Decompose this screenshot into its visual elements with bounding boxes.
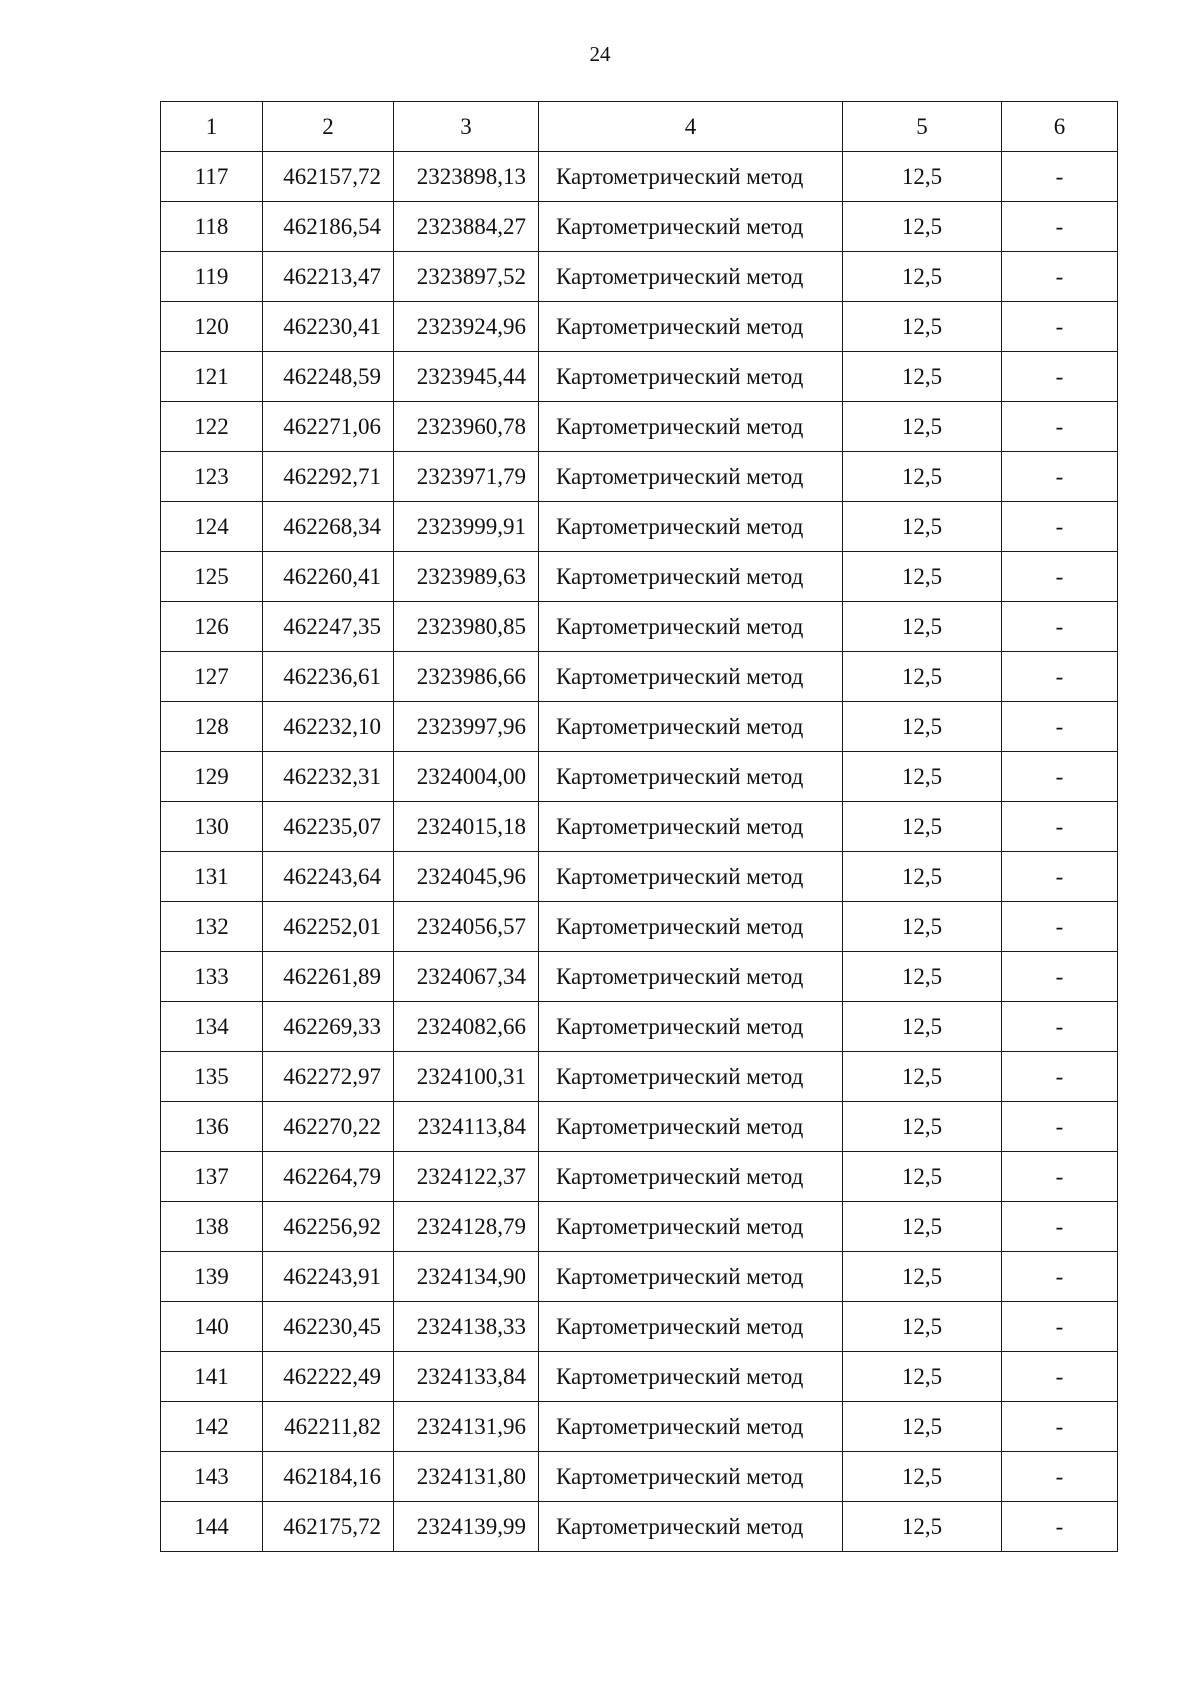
y-coordinate-cell: 2324067,34 xyxy=(394,952,539,1002)
header-cell-5: 5 xyxy=(843,102,1002,152)
accuracy-cell: 12,5 xyxy=(843,1402,1002,1452)
table-row xyxy=(161,552,1118,602)
x-coordinate-cell: 462213,47 xyxy=(263,252,394,302)
header-row xyxy=(161,102,1118,152)
note-cell: - xyxy=(1002,1402,1118,1452)
accuracy-cell: 12,5 xyxy=(843,902,1002,952)
y-coordinate-cell: 2324131,96 xyxy=(394,1402,539,1452)
y-coordinate-cell: 2324056,57 xyxy=(394,902,539,952)
table-row xyxy=(161,302,1118,352)
point-number-cell: 127 xyxy=(161,652,263,702)
table-row xyxy=(161,852,1118,902)
point-number-cell: 138 xyxy=(161,1202,263,1252)
note-cell: - xyxy=(1002,1252,1118,1302)
accuracy-cell: 12,5 xyxy=(843,702,1002,752)
x-coordinate-cell: 462256,92 xyxy=(263,1202,394,1252)
point-number-cell: 131 xyxy=(161,852,263,902)
method-cell: Картометрический метод xyxy=(539,152,843,202)
method-cell: Картометрический метод xyxy=(539,1352,843,1402)
method-cell: Картометрический метод xyxy=(539,1252,843,1302)
method-cell: Картометрический метод xyxy=(539,402,843,452)
table-row xyxy=(161,652,1118,702)
accuracy-cell: 12,5 xyxy=(843,452,1002,502)
y-coordinate-cell: 2323884,27 xyxy=(394,202,539,252)
method-cell: Картометрический метод xyxy=(539,1152,843,1202)
method-cell: Картометрический метод xyxy=(539,452,843,502)
method-cell: Картометрический метод xyxy=(539,802,843,852)
accuracy-cell: 12,5 xyxy=(843,302,1002,352)
accuracy-cell: 12,5 xyxy=(843,652,1002,702)
table-row xyxy=(161,1002,1118,1052)
table-row xyxy=(161,1052,1118,1102)
note-cell: - xyxy=(1002,602,1118,652)
table-row xyxy=(161,902,1118,952)
method-cell: Картометрический метод xyxy=(539,852,843,902)
coordinates-table xyxy=(160,101,1118,1552)
method-cell: Картометрический метод xyxy=(539,602,843,652)
table-row xyxy=(161,452,1118,502)
method-cell: Картометрический метод xyxy=(539,902,843,952)
x-coordinate-cell: 462270,22 xyxy=(263,1102,394,1152)
point-number-cell: 135 xyxy=(161,1052,263,1102)
table-row xyxy=(161,1402,1118,1452)
x-coordinate-cell: 462248,59 xyxy=(263,352,394,402)
y-coordinate-cell: 2323999,91 xyxy=(394,502,539,552)
note-cell: - xyxy=(1002,402,1118,452)
x-coordinate-cell: 462232,10 xyxy=(263,702,394,752)
accuracy-cell: 12,5 xyxy=(843,1102,1002,1152)
accuracy-cell: 12,5 xyxy=(843,1252,1002,1302)
point-number-cell: 141 xyxy=(161,1352,263,1402)
method-cell: Картометрический метод xyxy=(539,702,843,752)
x-coordinate-cell: 462184,16 xyxy=(263,1452,394,1502)
table-row xyxy=(161,802,1118,852)
method-cell: Картометрический метод xyxy=(539,1102,843,1152)
y-coordinate-cell: 2324133,84 xyxy=(394,1352,539,1402)
page-number: 24 xyxy=(589,42,611,66)
y-coordinate-cell: 2324113,84 xyxy=(394,1102,539,1152)
accuracy-cell: 12,5 xyxy=(843,502,1002,552)
point-number-cell: 125 xyxy=(161,552,263,602)
note-cell: - xyxy=(1002,302,1118,352)
x-coordinate-cell: 462268,34 xyxy=(263,502,394,552)
y-coordinate-cell: 2323960,78 xyxy=(394,402,539,452)
note-cell: - xyxy=(1002,752,1118,802)
point-number-cell: 136 xyxy=(161,1102,263,1152)
accuracy-cell: 12,5 xyxy=(843,252,1002,302)
accuracy-cell: 12,5 xyxy=(843,1202,1002,1252)
y-coordinate-cell: 2324045,96 xyxy=(394,852,539,902)
y-coordinate-cell: 2324082,66 xyxy=(394,1002,539,1052)
x-coordinate-cell: 462243,91 xyxy=(263,1252,394,1302)
y-coordinate-cell: 2323897,52 xyxy=(394,252,539,302)
table-row xyxy=(161,1452,1118,1502)
point-number-cell: 128 xyxy=(161,702,263,752)
x-coordinate-cell: 462232,31 xyxy=(263,752,394,802)
note-cell: - xyxy=(1002,1502,1118,1552)
table-row xyxy=(161,352,1118,402)
note-cell: - xyxy=(1002,1152,1118,1202)
header-cell-2: 2 xyxy=(263,102,394,152)
note-cell: - xyxy=(1002,852,1118,902)
y-coordinate-cell: 2323986,66 xyxy=(394,652,539,702)
note-cell: - xyxy=(1002,352,1118,402)
accuracy-cell: 12,5 xyxy=(843,202,1002,252)
point-number-cell: 119 xyxy=(161,252,263,302)
x-coordinate-cell: 462186,54 xyxy=(263,202,394,252)
x-coordinate-cell: 462157,72 xyxy=(263,152,394,202)
method-cell: Картометрический метод xyxy=(539,1402,843,1452)
x-coordinate-cell: 462260,41 xyxy=(263,552,394,602)
accuracy-cell: 12,5 xyxy=(843,152,1002,202)
note-cell: - xyxy=(1002,1002,1118,1052)
note-cell: - xyxy=(1002,502,1118,552)
y-coordinate-cell: 2323898,13 xyxy=(394,152,539,202)
note-cell: - xyxy=(1002,1452,1118,1502)
point-number-cell: 132 xyxy=(161,902,263,952)
point-number-cell: 140 xyxy=(161,1302,263,1352)
accuracy-cell: 12,5 xyxy=(843,402,1002,452)
x-coordinate-cell: 462261,89 xyxy=(263,952,394,1002)
note-cell: - xyxy=(1002,152,1118,202)
note-cell: - xyxy=(1002,252,1118,302)
table-row xyxy=(161,1252,1118,1302)
table-row xyxy=(161,1352,1118,1402)
method-cell: Картометрический метод xyxy=(539,652,843,702)
method-cell: Картометрический метод xyxy=(539,1502,843,1552)
note-cell: - xyxy=(1002,452,1118,502)
point-number-cell: 142 xyxy=(161,1402,263,1452)
y-coordinate-cell: 2324004,00 xyxy=(394,752,539,802)
point-number-cell: 130 xyxy=(161,802,263,852)
x-coordinate-cell: 462247,35 xyxy=(263,602,394,652)
x-coordinate-cell: 462252,01 xyxy=(263,902,394,952)
y-coordinate-cell: 2324139,99 xyxy=(394,1502,539,1552)
point-number-cell: 118 xyxy=(161,202,263,252)
accuracy-cell: 12,5 xyxy=(843,1352,1002,1402)
accuracy-cell: 12,5 xyxy=(843,1302,1002,1352)
y-coordinate-cell: 2323924,96 xyxy=(394,302,539,352)
y-coordinate-cell: 2323989,63 xyxy=(394,552,539,602)
point-number-cell: 121 xyxy=(161,352,263,402)
accuracy-cell: 12,5 xyxy=(843,1152,1002,1202)
y-coordinate-cell: 2324131,80 xyxy=(394,1452,539,1502)
point-number-cell: 126 xyxy=(161,602,263,652)
method-cell: Картометрический метод xyxy=(539,952,843,1002)
table-row xyxy=(161,402,1118,452)
x-coordinate-cell: 462272,97 xyxy=(263,1052,394,1102)
table-row xyxy=(161,152,1118,202)
note-cell: - xyxy=(1002,552,1118,602)
method-cell: Картометрический метод xyxy=(539,302,843,352)
x-coordinate-cell: 462230,45 xyxy=(263,1302,394,1352)
x-coordinate-cell: 462230,41 xyxy=(263,302,394,352)
x-coordinate-cell: 462292,71 xyxy=(263,452,394,502)
table-row xyxy=(161,1502,1118,1552)
y-coordinate-cell: 2324122,37 xyxy=(394,1152,539,1202)
accuracy-cell: 12,5 xyxy=(843,552,1002,602)
accuracy-cell: 12,5 xyxy=(843,952,1002,1002)
y-coordinate-cell: 2323980,85 xyxy=(394,602,539,652)
point-number-cell: 139 xyxy=(161,1252,263,1302)
y-coordinate-cell: 2324134,90 xyxy=(394,1252,539,1302)
x-coordinate-cell: 462236,61 xyxy=(263,652,394,702)
point-number-cell: 122 xyxy=(161,402,263,452)
table-row xyxy=(161,1102,1118,1152)
y-coordinate-cell: 2324015,18 xyxy=(394,802,539,852)
header-cell-1: 1 xyxy=(161,102,263,152)
x-coordinate-cell: 462269,33 xyxy=(263,1002,394,1052)
accuracy-cell: 12,5 xyxy=(843,1502,1002,1552)
note-cell: - xyxy=(1002,652,1118,702)
point-number-cell: 143 xyxy=(161,1452,263,1502)
method-cell: Картометрический метод xyxy=(539,502,843,552)
note-cell: - xyxy=(1002,1202,1118,1252)
method-cell: Картометрический метод xyxy=(539,202,843,252)
table-row xyxy=(161,202,1118,252)
table-row xyxy=(161,602,1118,652)
method-cell: Картометрический метод xyxy=(539,1002,843,1052)
note-cell: - xyxy=(1002,902,1118,952)
point-number-cell: 120 xyxy=(161,302,263,352)
y-coordinate-cell: 2323945,44 xyxy=(394,352,539,402)
method-cell: Картометрический метод xyxy=(539,1052,843,1102)
note-cell: - xyxy=(1002,1052,1118,1102)
y-coordinate-cell: 2323971,79 xyxy=(394,452,539,502)
table-row xyxy=(161,702,1118,752)
note-cell: - xyxy=(1002,1302,1118,1352)
note-cell: - xyxy=(1002,702,1118,752)
method-cell: Картометрический метод xyxy=(539,352,843,402)
y-coordinate-cell: 2324100,31 xyxy=(394,1052,539,1102)
point-number-cell: 137 xyxy=(161,1152,263,1202)
point-number-cell: 117 xyxy=(161,152,263,202)
x-coordinate-cell: 462211,82 xyxy=(263,1402,394,1452)
note-cell: - xyxy=(1002,952,1118,1002)
x-coordinate-cell: 462222,49 xyxy=(263,1352,394,1402)
y-coordinate-cell: 2323997,96 xyxy=(394,702,539,752)
table-row xyxy=(161,1202,1118,1252)
point-number-cell: 123 xyxy=(161,452,263,502)
accuracy-cell: 12,5 xyxy=(843,352,1002,402)
table-row xyxy=(161,1302,1118,1352)
point-number-cell: 124 xyxy=(161,502,263,552)
x-coordinate-cell: 462271,06 xyxy=(263,402,394,452)
note-cell: - xyxy=(1002,1102,1118,1152)
x-coordinate-cell: 462175,72 xyxy=(263,1502,394,1552)
point-number-cell: 133 xyxy=(161,952,263,1002)
accuracy-cell: 12,5 xyxy=(843,602,1002,652)
method-cell: Картометрический метод xyxy=(539,552,843,602)
x-coordinate-cell: 462264,79 xyxy=(263,1152,394,1202)
table-row xyxy=(161,502,1118,552)
header-cell-3: 3 xyxy=(394,102,539,152)
method-cell: Картометрический метод xyxy=(539,752,843,802)
table-row xyxy=(161,752,1118,802)
accuracy-cell: 12,5 xyxy=(843,852,1002,902)
method-cell: Картометрический метод xyxy=(539,1452,843,1502)
y-coordinate-cell: 2324138,33 xyxy=(394,1302,539,1352)
method-cell: Картометрический метод xyxy=(539,1302,843,1352)
accuracy-cell: 12,5 xyxy=(843,1002,1002,1052)
method-cell: Картометрический метод xyxy=(539,1202,843,1252)
header-cell-6: 6 xyxy=(1002,102,1118,152)
accuracy-cell: 12,5 xyxy=(843,1052,1002,1102)
point-number-cell: 144 xyxy=(161,1502,263,1552)
x-coordinate-cell: 462243,64 xyxy=(263,852,394,902)
x-coordinate-cell: 462235,07 xyxy=(263,802,394,852)
note-cell: - xyxy=(1002,202,1118,252)
y-coordinate-cell: 2324128,79 xyxy=(394,1202,539,1252)
table-row xyxy=(161,952,1118,1002)
note-cell: - xyxy=(1002,802,1118,852)
accuracy-cell: 12,5 xyxy=(843,752,1002,802)
note-cell: - xyxy=(1002,1352,1118,1402)
table-header xyxy=(161,102,1118,152)
point-number-cell: 134 xyxy=(161,1002,263,1052)
accuracy-cell: 12,5 xyxy=(843,802,1002,852)
point-number-cell: 129 xyxy=(161,752,263,802)
table-row xyxy=(161,252,1118,302)
method-cell: Картометрический метод xyxy=(539,252,843,302)
accuracy-cell: 12,5 xyxy=(843,1452,1002,1502)
table-body xyxy=(161,152,1118,1552)
table-row xyxy=(161,1152,1118,1202)
header-cell-4: 4 xyxy=(539,102,843,152)
